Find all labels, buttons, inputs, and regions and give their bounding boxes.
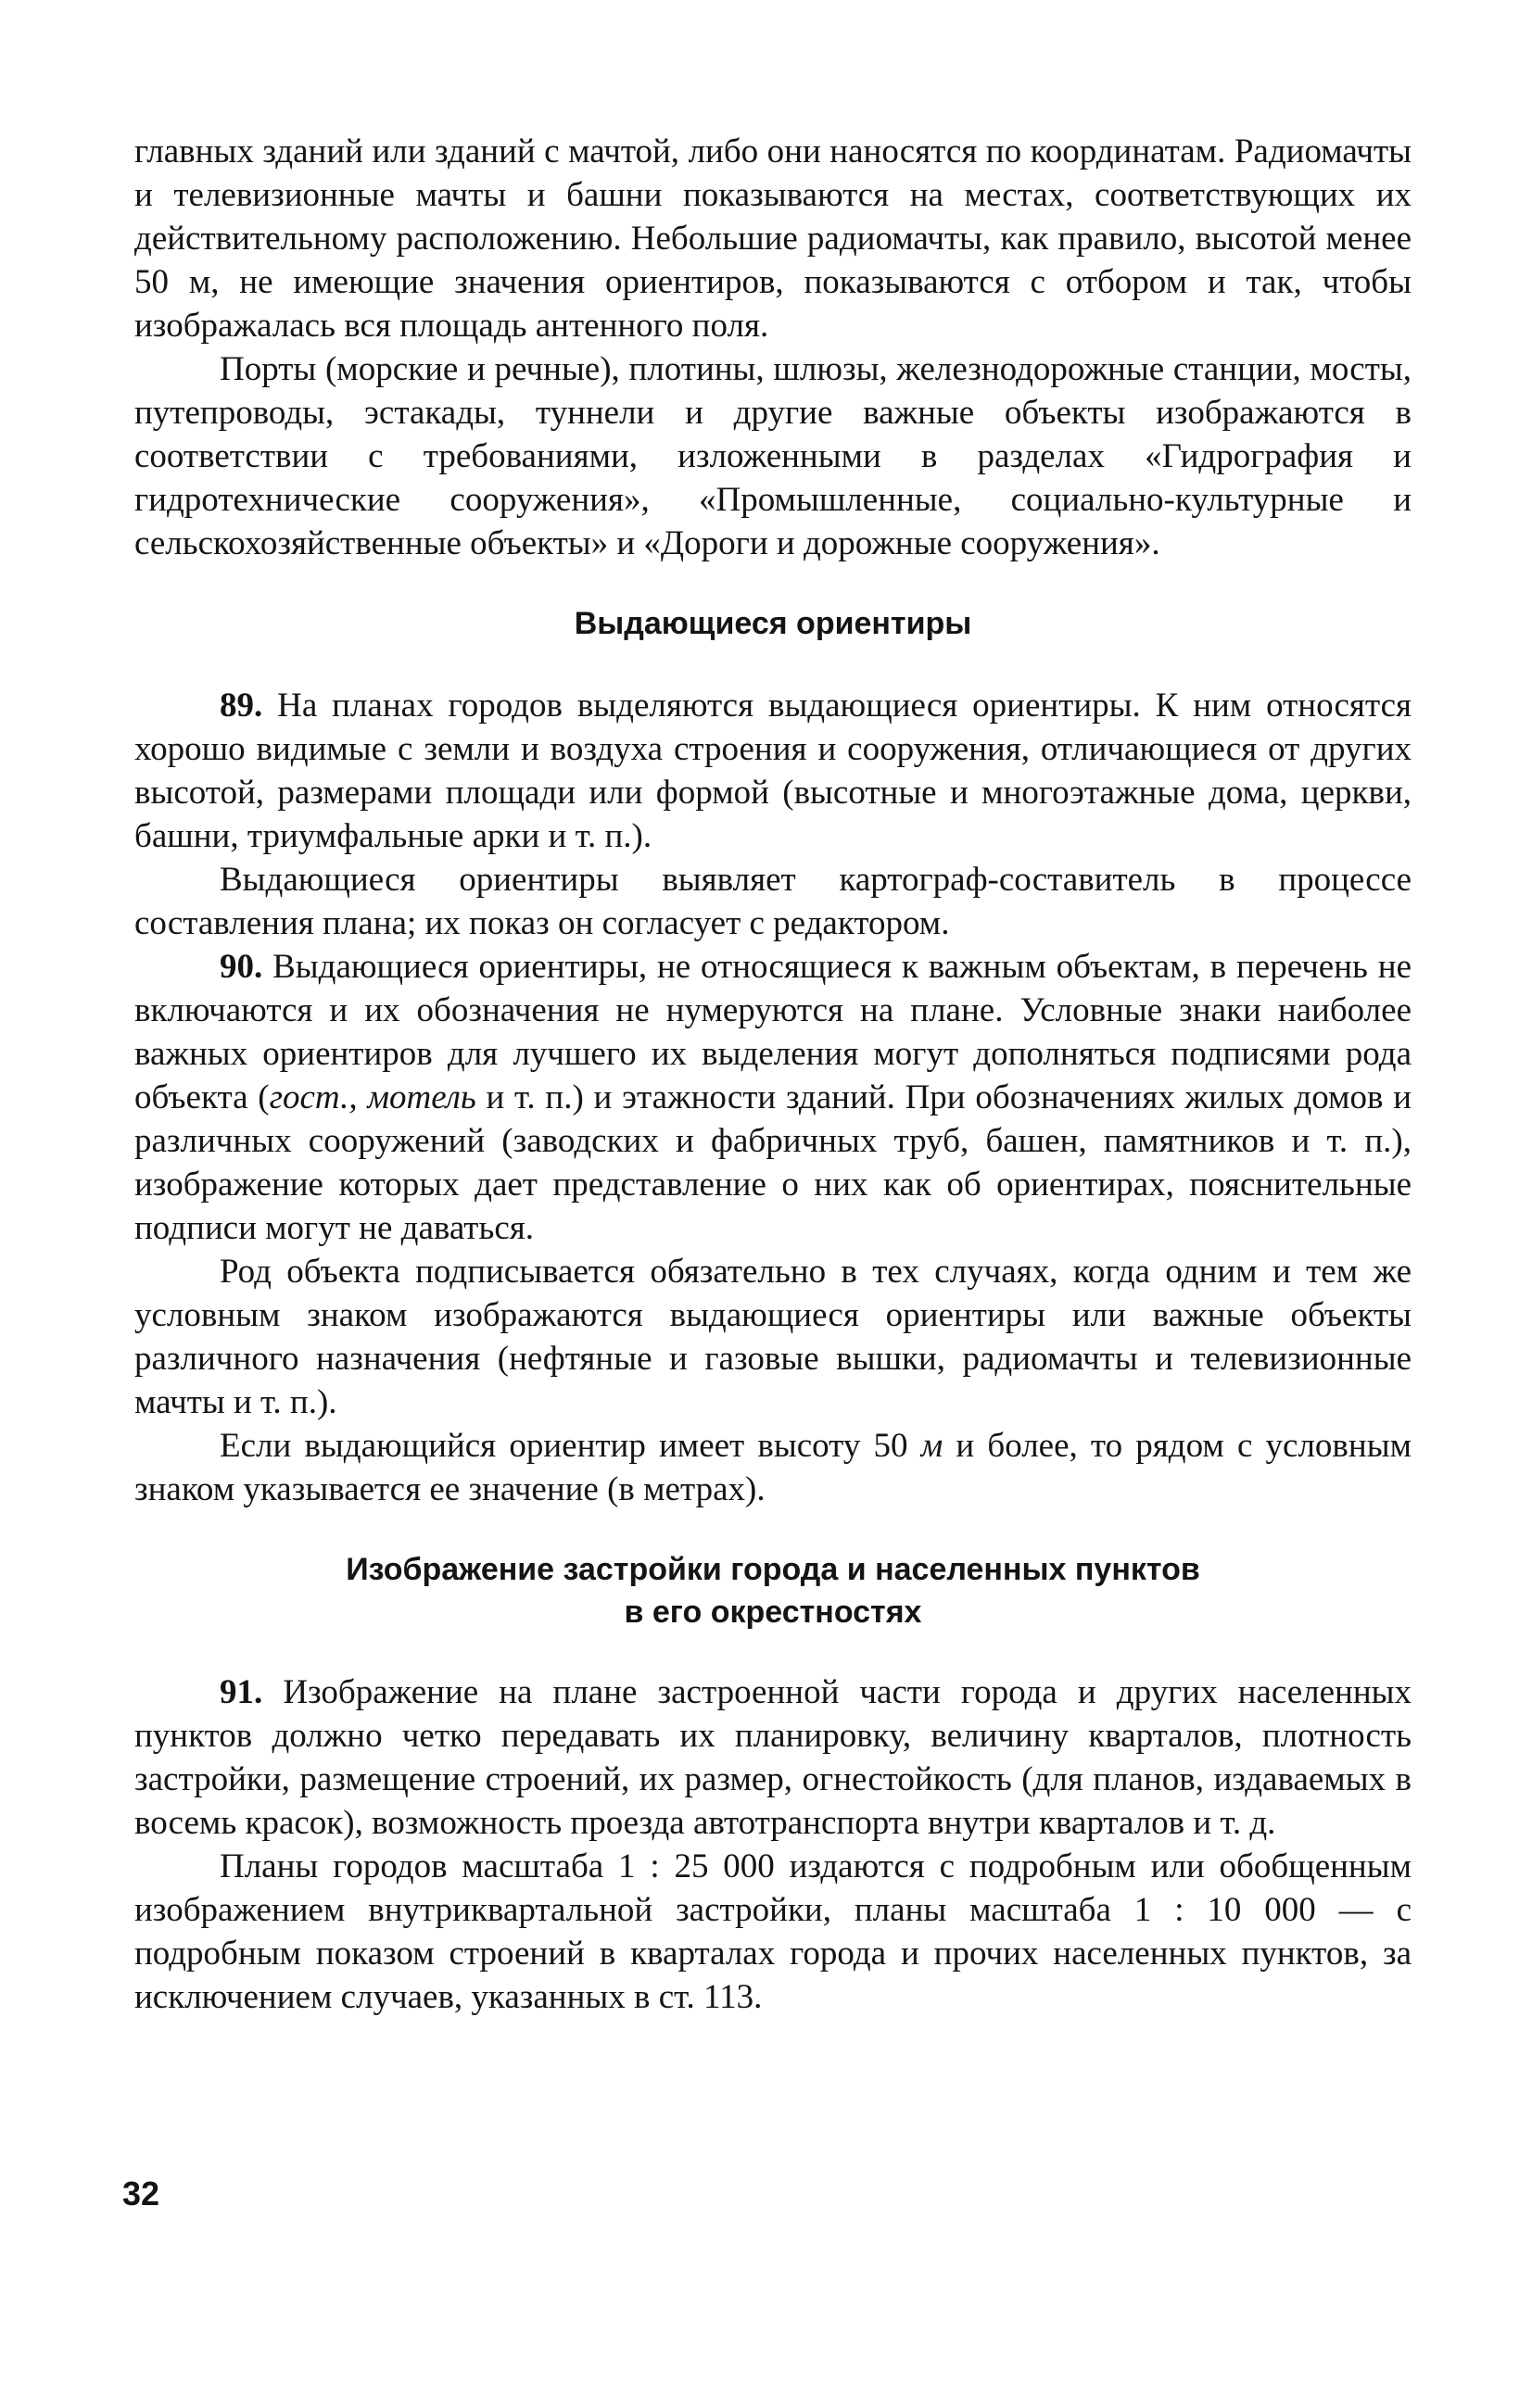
section-heading-landmarks: Выдающиеся ориентиры xyxy=(574,606,972,641)
section-heading-line-2: в его окрестностях xyxy=(624,1595,922,1630)
paragraph-height-text-b: и более, то рядом с условным знаком указывается ее значение (в метрах). xyxy=(134,1427,1412,1508)
paragraph-91 xyxy=(134,1670,1412,1845)
section-heading-buildup xyxy=(134,1548,1412,1633)
paragraph-90-height xyxy=(134,1424,1412,1511)
paragraph-90-object-type: Род объекта подписывается обязательно в тех случаях, когда одним и тем же условным знаком изображаются выдающиеся ориентиры или важные объекты различного назначения (нефтяные и газовые вышки, радиомачты и телевизионные мачты и т. п.). xyxy=(134,1253,1412,1421)
page-number: 32 xyxy=(122,2175,160,2213)
paragraph-number: 91. xyxy=(220,1673,263,1711)
paragraph-number: 90. xyxy=(220,948,263,986)
paragraph-90 xyxy=(134,945,1412,1250)
section-heading-line-1: Изображение застройки города и населенных пунктов xyxy=(346,1552,1200,1587)
paragraph-90-text-a: Выдающиеся ориентиры, не относящиеся к важным объектам, в перечень не включаются и их обозначения не нумеруются на плане. Условные знаки наиболее важных ориентиров для лучшего их выделения могут дополняться подписями рода объекта ( xyxy=(134,948,1412,1116)
paragraph-91-scales: Планы городов масштаба 1 : 25 000 издаются с подробным или обобщенным изображением внутриквартальной застройки, планы масштаба 1 : 10 000 — с подробным показом строений в кварталах города и прочих населенных пунктов, за исключением случаев, указанных в ст. 113. xyxy=(134,1847,1412,2016)
paragraph-ports: Порты (морские и речные), плотины, шлюзы, железнодорожные станции, мосты, путепроводы, эстакады, туннели и другие важные объекты изображаются в соответствии с требованиями, изложенными в разделах «Гидрография и гидротехнические сооружения», «Промышленные, социально-культурные и сельскохозяйственные объекты» и «Дороги и дорожные сооружения». xyxy=(134,350,1412,562)
paragraph-89-continued: Выдающиеся ориентиры выявляет картограф-составитель в процессе составления плана; их показ он согласует с редактором. xyxy=(134,861,1412,942)
paragraph-intro-continued: главных зданий или зданий с мачтой, либо они наносятся по координатам. Радиомачты и телевизионные мачты и башни показываются на местах, соответствующих их действительному расположению. Небольшие радиомачты, как правило, высотой менее 50 м, не имеющие значения ориентиров, показываются с отбором и так, чтобы изображалась вся площадь антенного поля. xyxy=(134,132,1412,345)
paragraph-91-text: Изображение на плане застроенной части города и других населенных пунктов должно четко передавать их планировку, величину кварталов, плотность застройки, размещение строений, их размер, огнестойкость (для планов, издаваемых в восемь красок), возможность проезда автотранспорта внутри кварталов и т. д. xyxy=(134,1673,1412,1842)
paragraph-height-text-a: Если выдающийся ориентир имеет высоту 50 xyxy=(220,1427,921,1465)
paragraph-height-unit: м xyxy=(920,1427,943,1465)
paragraph-89 xyxy=(134,684,1412,858)
paragraph-90-text-b: и т. п.) и этажности зданий. При обозначениях жилых домов и различных сооружений (заводских и фабричных труб, башен, памятников и т. п.), изображение которых дает представление о них как об ориентирах, пояснительные подписи могут не даваться. xyxy=(134,1078,1412,1247)
page-content xyxy=(134,130,1412,2019)
paragraph-89-text: На планах городов выделяются выдающиеся ориентиры. К ним относятся хорошо видимые с земли и воздуха строения и сооружения, отличающиеся от других высотой, размерами площади или формой (высотные и многоэтажные дома, церкви, башни, триумфальные арки и т. п.). xyxy=(134,687,1412,855)
paragraph-number: 89. xyxy=(220,687,263,725)
paragraph-90-italic: гост., мотель xyxy=(269,1078,476,1116)
